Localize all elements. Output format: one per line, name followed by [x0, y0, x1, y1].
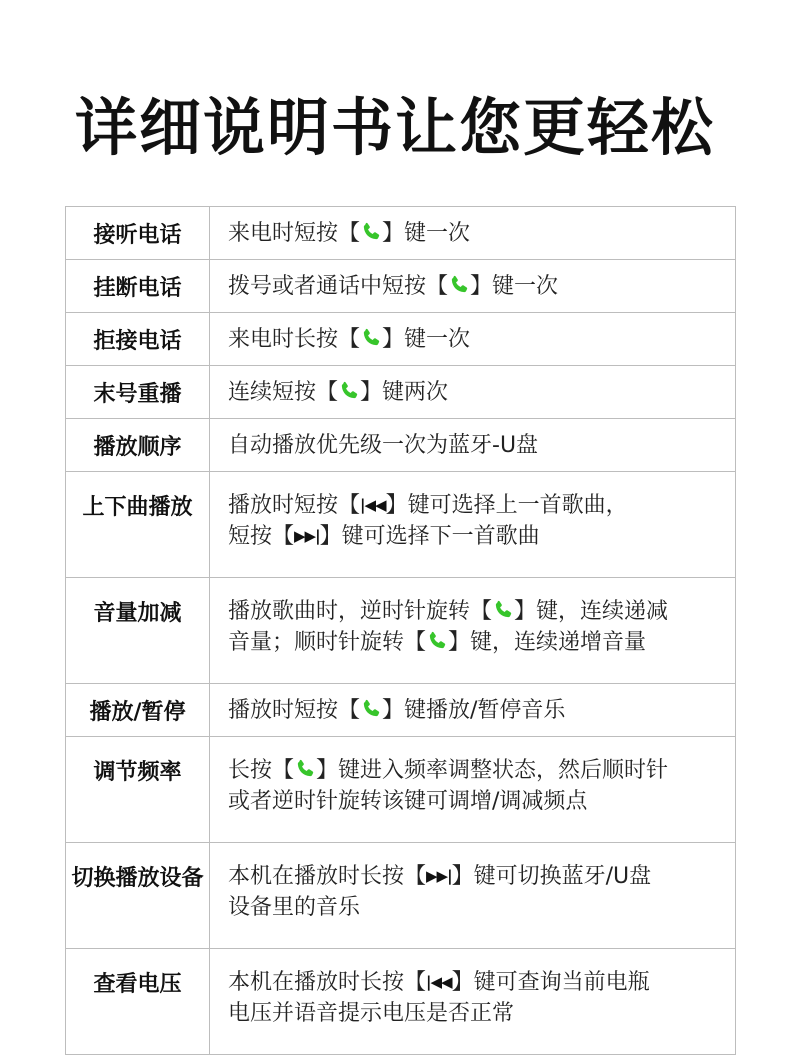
instruction-cell	[210, 260, 735, 312]
instruction-text	[228, 596, 668, 658]
function-label: 播放顺序	[66, 419, 210, 471]
instruction-fragment: 】键一次	[382, 220, 471, 246]
function-label: 播放/暂停	[66, 684, 210, 736]
instruction-fragment: 】键一次	[470, 273, 559, 299]
table-row	[66, 313, 735, 366]
instruction-cell	[210, 737, 735, 842]
instruction-fragment: 】键可查询当前电瓶 电压并语音提示电压是否正常	[228, 970, 650, 1026]
instruction-fragment: 播放时短按【	[228, 493, 361, 518]
instruction-text	[228, 430, 538, 461]
instruction-fragment: 】键进入频率调整状态，然后顺时针 或者逆时针旋转该键可调增/调减频点	[228, 758, 669, 814]
instruction-fragment: 自动播放优先级一次为蓝牙-U盘	[228, 432, 539, 458]
table-row	[66, 260, 735, 313]
table-row	[66, 207, 735, 260]
instruction-cell	[210, 684, 735, 736]
phone-icon	[360, 221, 382, 243]
function-label: 接听电话	[66, 207, 210, 259]
instruction-fragment: 拨号或者通话中短按【	[228, 273, 449, 299]
instruction-text	[228, 967, 650, 1029]
instruction-fragment: 播放时短按【	[228, 697, 361, 723]
instruction-fragment: 】键，连续递减 音量；顺时针旋转【	[228, 599, 669, 655]
table-row	[66, 684, 735, 737]
table-row	[66, 472, 735, 578]
instruction-fragment: 本机在播放时长按【	[228, 970, 427, 995]
function-label: 上下曲播放	[66, 472, 210, 577]
instruction-cell	[210, 313, 735, 365]
table-row	[66, 578, 735, 684]
instruction-text	[228, 218, 470, 249]
instruction-fragment: 】键可选择上一首歌曲， 短按【	[228, 493, 628, 549]
instruction-fragment: 本机在播放时长按【	[228, 864, 427, 889]
instruction-text	[228, 861, 651, 923]
table-row	[66, 843, 735, 949]
instruction-cell	[210, 366, 735, 418]
instruction-fragment: 】键两次	[360, 379, 449, 405]
function-label: 音量加减	[66, 578, 210, 683]
instruction-cell	[210, 578, 735, 683]
function-label: 末号重播	[66, 366, 210, 418]
instruction-text	[228, 324, 470, 355]
instruction-fragment: 长按【	[228, 758, 295, 783]
phone-icon	[448, 274, 470, 296]
instruction-cell	[210, 949, 735, 1054]
instruction-fragment: 】键一次	[382, 326, 471, 352]
instruction-text	[228, 490, 628, 552]
table-row	[66, 366, 735, 419]
function-label: 查看电压	[66, 949, 210, 1054]
phone-icon	[338, 380, 360, 402]
instruction-text	[228, 377, 448, 408]
instruction-fragment: 来电时长按【	[228, 326, 361, 352]
phone-icon	[360, 698, 382, 720]
instruction-fragment: 播放歌曲时，逆时针旋转【	[228, 599, 493, 624]
phone-icon	[294, 758, 316, 780]
instruction-fragment: 】键，连续递增音量	[448, 630, 647, 655]
previous-track-icon: |◀◀	[360, 496, 386, 514]
next-track-icon: ▶▶|	[426, 867, 452, 885]
table-row	[66, 949, 735, 1055]
function-label: 挂断电话	[66, 260, 210, 312]
instruction-text	[228, 271, 558, 302]
page-title: 详细说明书让您更轻松	[74, 91, 715, 164]
function-label: 切换播放设备	[66, 843, 210, 948]
table-row	[66, 419, 735, 472]
instruction-fragment: 来电时短按【	[228, 220, 361, 246]
instruction-cell	[210, 207, 735, 259]
next-track-icon: ▶▶|	[294, 527, 320, 545]
instruction-text	[228, 755, 668, 817]
instruction-text	[228, 695, 565, 726]
phone-icon	[426, 630, 448, 652]
instruction-fragment: 】键可选择下一首歌曲	[319, 524, 540, 549]
table-row	[66, 737, 735, 843]
instruction-fragment: 】键可切换蓝牙/U盘 设备里的音乐	[228, 864, 652, 920]
previous-track-icon: |◀◀	[426, 973, 452, 991]
instruction-cell	[210, 472, 735, 577]
function-label: 调节频率	[66, 737, 210, 842]
phone-icon	[492, 599, 514, 621]
instruction-cell	[210, 419, 735, 471]
function-label: 拒接电话	[66, 313, 210, 365]
instruction-cell	[210, 843, 735, 948]
instruction-fragment: 】键播放/暂停音乐	[382, 697, 566, 723]
instruction-fragment: 连续短按【	[228, 379, 339, 405]
instruction-table	[65, 206, 736, 1055]
phone-icon	[360, 327, 382, 349]
